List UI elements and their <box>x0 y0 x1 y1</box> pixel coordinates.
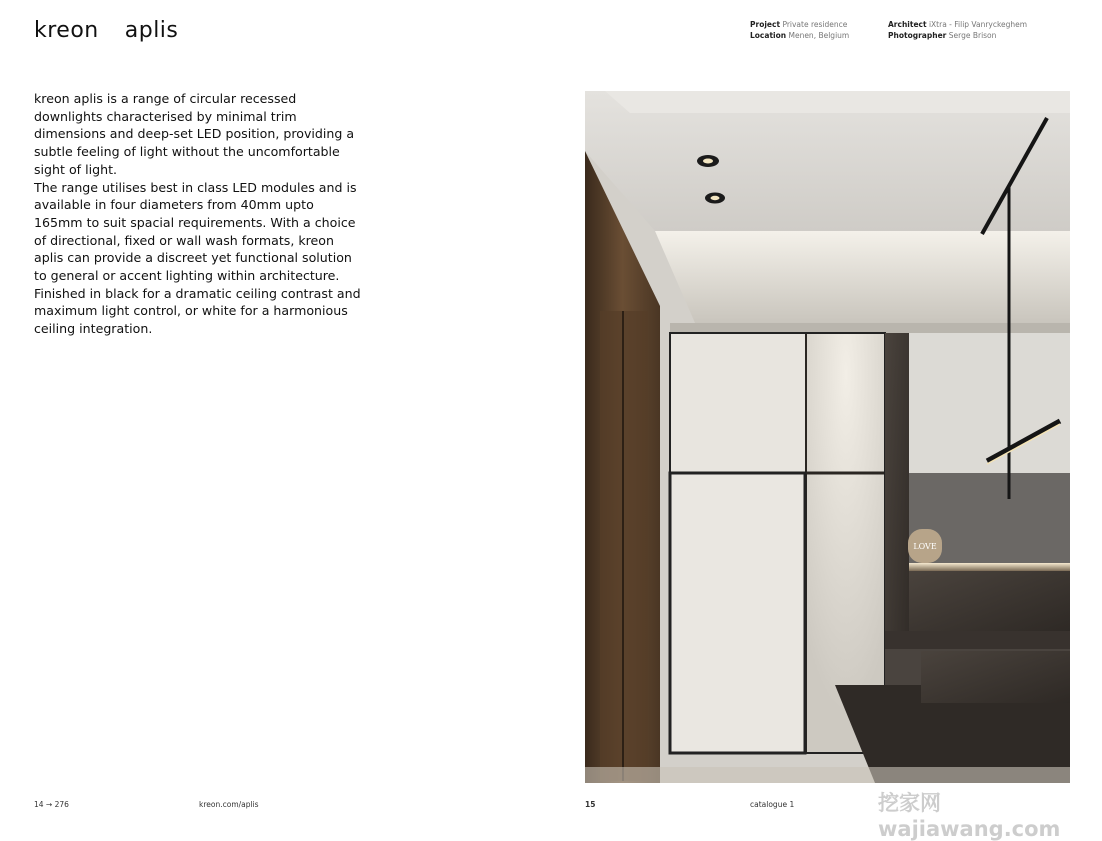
upper-wall <box>909 333 1070 473</box>
photographer-line <box>888 30 1027 41</box>
cabinet-door <box>670 473 805 753</box>
architect-line <box>888 19 1027 30</box>
credits-meta <box>888 19 1027 41</box>
location-label: Location <box>750 31 787 40</box>
project-value: Private residence <box>782 20 848 29</box>
project-meta <box>750 19 849 41</box>
downlight-2-glow <box>711 196 720 200</box>
location-line <box>750 30 849 41</box>
left-page-number: 14 → 276 <box>34 800 69 809</box>
architect-value: iXtra - Filip Vanryckeghem <box>928 20 1028 29</box>
marble-backsplash <box>909 571 1070 631</box>
intro-paragraph-2: The range utilises best in class LED modules and is available in four diameters from 40mm upto 165mm to suit spacial requirements. With a choice of directional, fixed or wall wash formats, kreon aplis can provide a discreet yet functional solution to general or accent lighting within architecture. Finished in black for a dramatic ceiling contrast and maximum light control, or white for a harmonious ceiling integration. <box>34 179 361 337</box>
project-line <box>750 19 849 30</box>
ceiling-edge <box>605 91 1070 113</box>
board-text: LOVE <box>913 542 937 551</box>
photographer-value: Serge Brison <box>948 31 997 40</box>
downlight-1-glow <box>703 159 713 164</box>
interior-photo <box>585 91 1070 783</box>
right-page-number: 15 <box>585 800 596 809</box>
intro-text <box>34 90 364 338</box>
led-strip-glow <box>909 563 1070 571</box>
location-value: Menen, Belgium <box>788 31 850 40</box>
catalogue-label: catalogue 1 <box>750 800 795 809</box>
site-watermark: 挖家网 wajiawang.com <box>878 791 1061 841</box>
intro-paragraph-1: kreon aplis is a range of circular recessed downlights characterised by minimal trim dimensions and deep-set LED position, providing a subtle feeling of light without the uncomfortable sight of light. <box>34 91 355 177</box>
brand-word-kreon: kreon <box>34 18 99 43</box>
floor <box>585 767 1070 783</box>
architect-label: Architect <box>888 20 927 29</box>
counter-top <box>885 631 1070 649</box>
interior-illustration <box>585 91 1070 783</box>
brand-title <box>34 18 178 43</box>
island-block <box>921 651 1070 703</box>
photographer-label: Photographer <box>888 31 947 40</box>
project-label: Project <box>750 20 781 29</box>
brand-word-aplis: aplis <box>124 18 179 43</box>
footer-url[interactable]: kreon.com/aplis <box>199 800 259 809</box>
